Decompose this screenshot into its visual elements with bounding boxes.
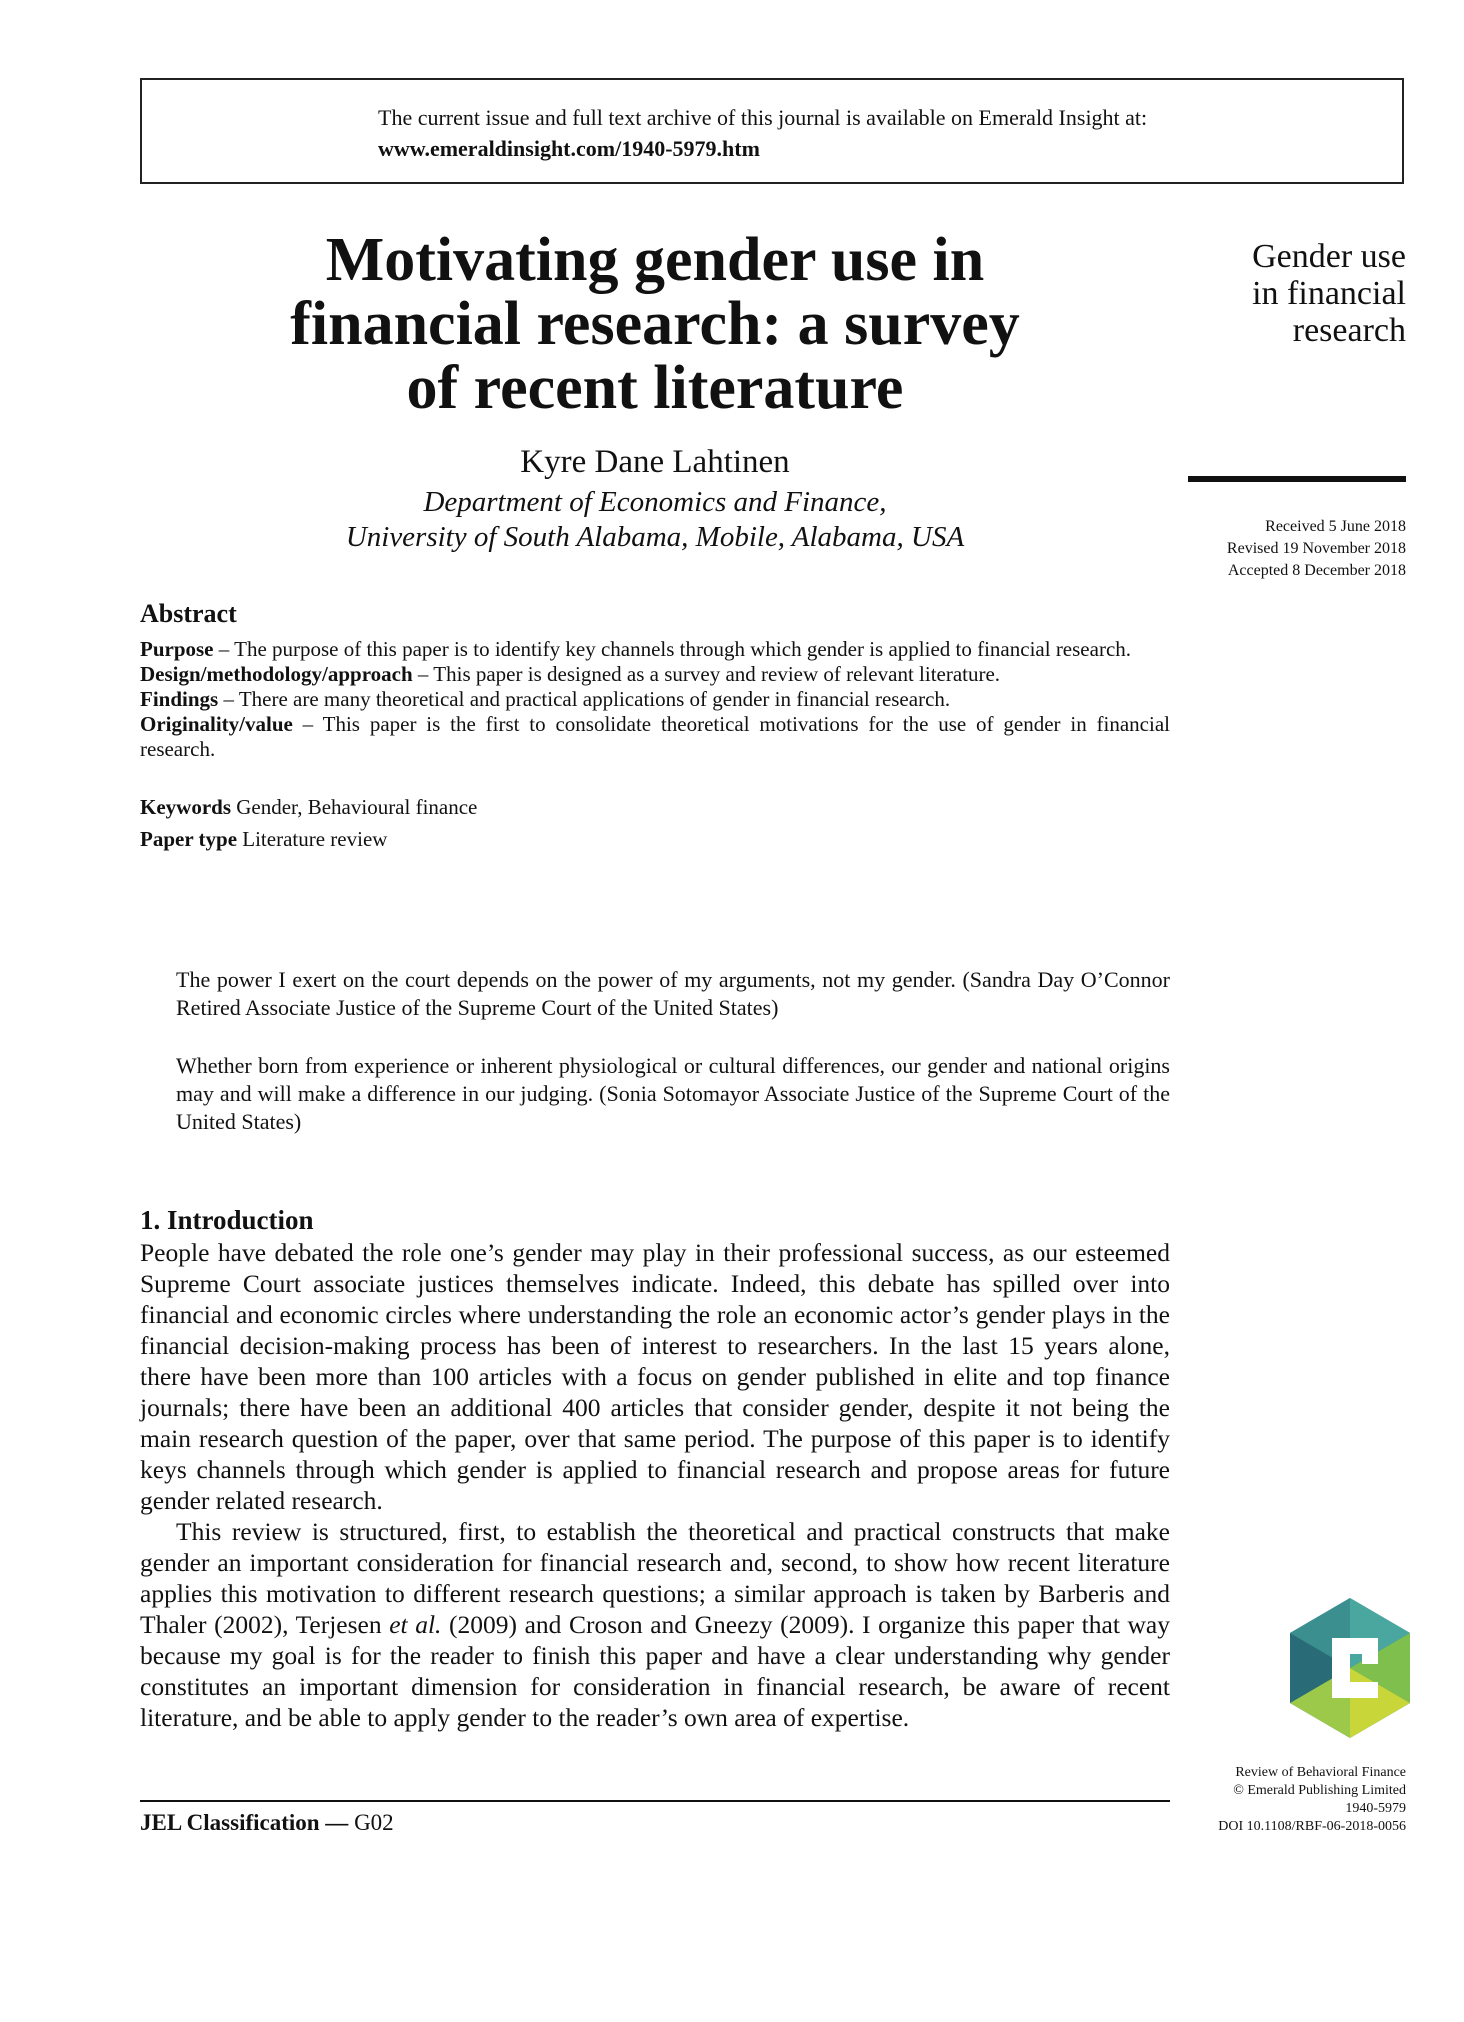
submission-dates: [1106, 516, 1406, 582]
doi[interactable]: DOI 10.1108/RBF-06-2018-0056: [1218, 1819, 1406, 1834]
journal-notice-box: [140, 78, 1404, 184]
abstract-body: [140, 637, 1170, 762]
paper-type-label: Paper type: [140, 827, 238, 851]
paper-title: [200, 228, 1110, 420]
abstract-text: – There are many theoretical and practical applications of gender in financial research.: [218, 687, 951, 711]
running-title: [1106, 238, 1406, 349]
paragraph-text: (2009) and Croson and Gneezy (2009). I organize this paper that way because my goal is for the reader to finish this paper and have a clear understanding why gender constitutes an important dimension for consideration in financial research, be aware of recent literature, and be able to apply gender to the reader’s own area of expertise.: [140, 1610, 1170, 1732]
paper-type: [140, 827, 387, 852]
et-al-italic: et al.: [389, 1610, 442, 1639]
paragraph-text: This review is structured, first, to establish the theoretical and practical constructs that make gender an important consideration for financial research and, second, to show how recent literature applies this motivation to different research questions; a similar approach is taken by Barberis and Thaler (2002), Terjesen: [140, 1517, 1170, 1639]
author-affiliation: [200, 485, 1110, 555]
abstract-findings: [140, 687, 1170, 712]
abstract-purpose: [140, 637, 1170, 662]
abstract-text: – The purpose of this paper is to identify key channels through which gender is applied to financial research.: [213, 637, 1132, 661]
abstract-originality: [140, 712, 1170, 762]
paragraph: [140, 1516, 1170, 1733]
abstract-label: Purpose: [140, 637, 214, 661]
abstract-design: [140, 662, 1170, 687]
affiliation-line: University of South Alabama, Mobile, Alabama, USA: [345, 521, 965, 553]
introduction-body: [140, 1237, 1170, 1733]
jel-value: G02: [348, 1810, 394, 1835]
title-line: financial research: a survey: [290, 290, 1020, 358]
paper-type-text: Literature review: [237, 827, 388, 851]
running-title-line: research: [1292, 312, 1406, 349]
emerald-publishing-logo-icon: [1290, 1598, 1410, 1738]
author-name: Kyre Dane Lahtinen: [520, 444, 790, 480]
abstract-text: – This paper is designed as a survey and review of relevant literature.: [412, 662, 1001, 686]
journal-information: [1066, 1764, 1406, 1836]
footnote-divider: [140, 1800, 1170, 1802]
publisher: © Emerald Publishing Limited: [1233, 1783, 1406, 1798]
abstract-label: Findings: [140, 687, 219, 711]
revised-date: Revised 19 November 2018: [1226, 540, 1406, 557]
abstract-text: – This paper is the first to consolidate theoretical motivations for the use of gender in financial research.: [140, 712, 1170, 761]
running-title-line: Gender use: [1252, 238, 1406, 275]
sidebar-divider: [1188, 476, 1406, 482]
received-date: Received 5 June 2018: [1265, 518, 1406, 535]
jel-classification: [140, 1810, 394, 1836]
abstract-label: Design/methodology/approach: [140, 662, 413, 686]
jel-label: JEL Classification —: [140, 1810, 349, 1835]
keywords-label: Keywords: [140, 795, 231, 819]
keywords: [140, 795, 477, 820]
notice-text: The current issue and full text archive of this journal is available on Emerald Insight at:: [378, 105, 1148, 130]
running-title-line: in financial: [1252, 275, 1406, 312]
affiliation-line: Department of Economics and Finance,: [423, 486, 887, 518]
abstract-label: Originality/value: [140, 712, 293, 736]
paragraph: People have debated the role one’s gender may play in their professional success, as our esteemed Supreme Court associate justices themselves indicate. Indeed, this debate has spilled over into financial and economic circles where understanding the role an economic actor’s gender plays in the financial decision-making process has been of interest to researchers. In the last 15 years alone, there have been more than 100 articles with a focus on gender published in elite and top finance journals; there have been an additional 400 articles that consider gender, despite it not being the main research question of the paper, over that same period. The purpose of this paper is to identify keys channels through which gender is applied to financial research and propose areas for future gender related research.: [140, 1238, 1170, 1515]
notice-url[interactable]: www.emeraldinsight.com/1940-5979.htm: [378, 136, 760, 161]
title-line: Motivating gender use in: [325, 226, 985, 294]
keywords-text: Gender, Behavioural finance: [231, 795, 478, 819]
issn: 1940-5979: [1345, 1801, 1406, 1816]
abstract-heading: Abstract: [140, 599, 237, 628]
epigraph-quote: The power I exert on the court depends on the power of my arguments, not my gender. (Sandra Day O’Connor Retired Associate Justice of the Supreme Court of the United States): [176, 967, 1170, 1020]
epigraph-quote: Whether born from experience or inherent physiological or cultural differences, our gender and national origins may and will make a difference in our judging. (Sonia Sotomayor Associate Justice of the Supreme Court of the United States): [176, 1053, 1170, 1134]
accepted-date: Accepted 8 December 2018: [1227, 562, 1406, 579]
journal-name: Review of Behavioral Finance: [1235, 1765, 1406, 1780]
title-line: of recent literature: [406, 354, 904, 422]
section-heading-introduction: 1. Introduction: [140, 1205, 314, 1235]
